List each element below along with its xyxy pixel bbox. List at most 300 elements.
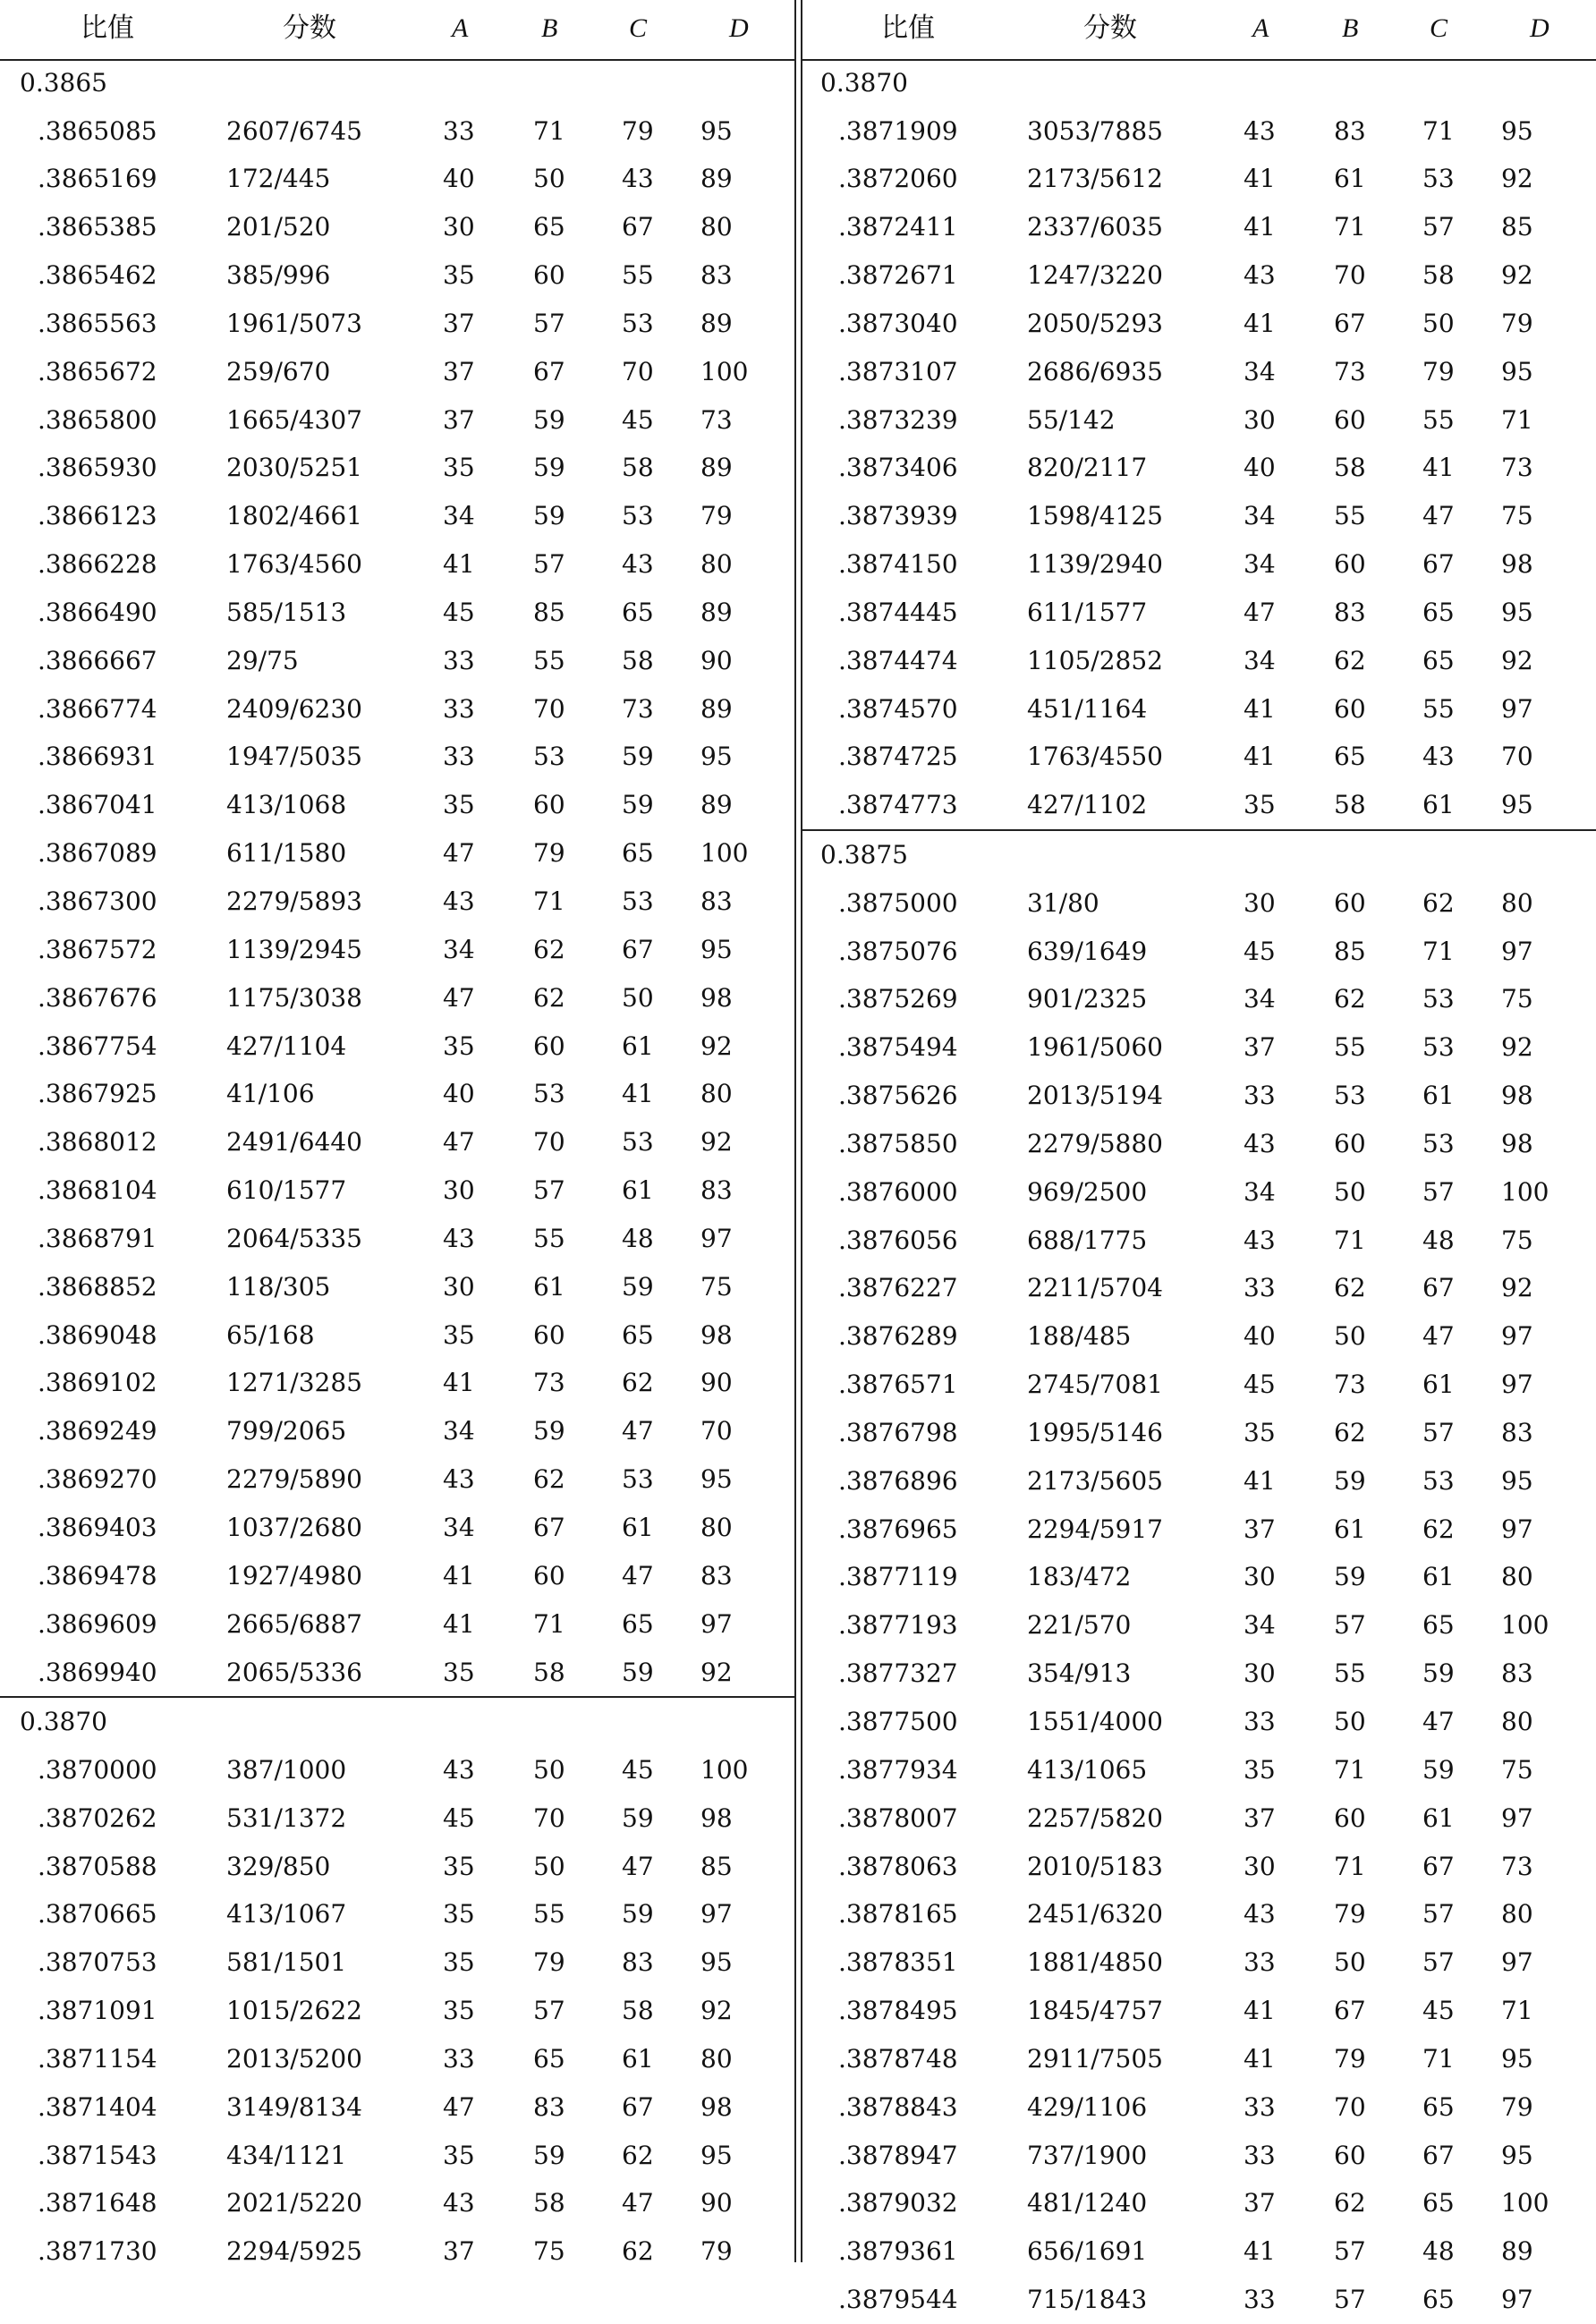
d-cell: 97 xyxy=(1501,2285,1533,2315)
a-cell: 40 xyxy=(443,164,475,194)
fraction-cell: 1995/5146 xyxy=(1027,1417,1163,1447)
table-row xyxy=(0,251,795,300)
a-cell: 43 xyxy=(1244,260,1276,291)
a-cell: 33 xyxy=(1244,1273,1276,1303)
c-cell: 41 xyxy=(1422,453,1455,483)
b-cell: 79 xyxy=(1334,2043,1366,2074)
a-cell: 33 xyxy=(1244,1947,1276,1978)
table-row xyxy=(801,637,1596,685)
b-cell: 60 xyxy=(1334,1802,1366,1833)
c-cell: 67 xyxy=(622,934,654,964)
table-section xyxy=(801,59,1596,829)
table-row xyxy=(0,589,795,637)
fraction-cell: 413/1065 xyxy=(1027,1754,1148,1785)
b-cell: 55 xyxy=(533,645,565,675)
table-row xyxy=(0,1843,795,1891)
b-cell: 61 xyxy=(533,1271,565,1302)
fraction-cell: 2451/6320 xyxy=(1027,1899,1163,1930)
ratio-cell: .3865800 xyxy=(38,404,157,435)
fraction-cell: 2211/5704 xyxy=(1027,1273,1163,1303)
fraction-cell: 1763/4550 xyxy=(1027,742,1163,772)
fraction-cell: 434/1121 xyxy=(226,2140,347,2170)
c-cell: 55 xyxy=(622,260,654,291)
c-cell: 59 xyxy=(622,1657,654,1687)
a-cell: 47 xyxy=(443,1127,475,1158)
a-cell: 35 xyxy=(443,453,475,483)
d-cell: 73 xyxy=(1501,453,1533,483)
c-cell: 41 xyxy=(622,1079,654,1109)
a-cell: 35 xyxy=(443,1899,475,1930)
c-cell: 65 xyxy=(622,597,654,627)
d-cell: 73 xyxy=(700,404,733,435)
table-row xyxy=(801,685,1596,734)
d-cell: 89 xyxy=(700,308,733,338)
section-label-row xyxy=(801,831,1596,879)
ratio-cell: .3869478 xyxy=(38,1560,157,1590)
a-cell: 41 xyxy=(1244,212,1276,242)
fraction-cell: 1139/2945 xyxy=(226,934,362,964)
c-cell: 65 xyxy=(622,838,654,869)
ratio-cell: .3868791 xyxy=(38,1223,157,1253)
d-cell: 75 xyxy=(1501,1225,1533,1255)
fraction-cell: 385/996 xyxy=(226,260,331,291)
b-cell: 59 xyxy=(1334,1465,1366,1496)
b-cell: 58 xyxy=(533,1657,565,1687)
ratio-cell: .3865672 xyxy=(38,356,157,386)
d-cell: 80 xyxy=(1501,1707,1533,1736)
a-cell: 35 xyxy=(443,1947,475,1978)
d-cell: 89 xyxy=(700,693,733,724)
table-row xyxy=(0,203,795,251)
b-cell: 57 xyxy=(1334,2236,1366,2267)
b-cell: 61 xyxy=(1334,1514,1366,1544)
b-cell: 59 xyxy=(533,501,565,531)
d-cell: 73 xyxy=(1501,1851,1533,1881)
c-cell: 61 xyxy=(622,2043,654,2074)
a-cell: 40 xyxy=(1244,1321,1276,1352)
fraction-cell: 481/1240 xyxy=(1027,2188,1148,2218)
c-cell: 70 xyxy=(622,356,654,386)
b-cell: 65 xyxy=(533,2043,565,2074)
c-cell: 53 xyxy=(622,501,654,531)
c-cell: 58 xyxy=(622,453,654,483)
b-cell: 57 xyxy=(533,549,565,580)
header-fraction: 分数 xyxy=(1083,13,1137,44)
d-cell: 100 xyxy=(700,356,749,386)
ratio-cell: .3877193 xyxy=(838,1610,958,1641)
table-row xyxy=(801,2083,1596,2132)
d-cell: 97 xyxy=(1501,693,1533,724)
d-cell: 83 xyxy=(700,260,733,291)
fraction-cell: 1037/2680 xyxy=(226,1512,362,1542)
ratio-cell: .3875626 xyxy=(838,1081,958,1111)
table-row xyxy=(801,1650,1596,1698)
fraction-cell: 29/75 xyxy=(226,645,299,675)
ratio-cell: .3867754 xyxy=(38,1031,157,1061)
b-cell: 67 xyxy=(1334,308,1366,338)
b-cell: 73 xyxy=(533,1368,565,1398)
table-row xyxy=(801,444,1596,492)
fraction-cell: 2050/5293 xyxy=(1027,308,1163,338)
b-cell: 53 xyxy=(1334,1081,1366,1111)
c-cell: 59 xyxy=(622,1802,654,1833)
c-cell: 73 xyxy=(622,693,654,724)
fraction-cell: 1139/2940 xyxy=(1027,549,1163,580)
c-cell: 53 xyxy=(622,1464,654,1495)
d-cell: 97 xyxy=(1501,1514,1533,1544)
fraction-cell: 55/142 xyxy=(1027,404,1116,435)
d-cell: 98 xyxy=(1501,549,1533,580)
c-cell: 71 xyxy=(1422,2043,1455,2074)
b-cell: 58 xyxy=(1334,790,1366,820)
ratio-cell: .3879544 xyxy=(838,2285,958,2315)
ratio-cell: .3878007 xyxy=(838,1802,958,1833)
fraction-cell: 2013/5194 xyxy=(1027,1081,1163,1111)
b-cell: 70 xyxy=(533,693,565,724)
b-cell: 50 xyxy=(533,1754,565,1785)
c-cell: 65 xyxy=(1422,1610,1455,1641)
d-cell: 79 xyxy=(1501,308,1533,338)
table-row xyxy=(801,2227,1596,2276)
table-row xyxy=(801,203,1596,251)
b-cell: 62 xyxy=(533,1464,565,1495)
fraction-cell: 2279/5890 xyxy=(226,1464,362,1495)
table-row xyxy=(0,2083,795,2132)
table-row xyxy=(801,1072,1596,1120)
table-row xyxy=(0,637,795,685)
c-cell: 47 xyxy=(1422,501,1455,531)
a-cell: 43 xyxy=(443,1754,475,1785)
table-row xyxy=(801,1938,1596,1987)
a-cell: 47 xyxy=(443,982,475,1013)
d-cell: 97 xyxy=(700,1899,733,1930)
c-cell: 67 xyxy=(1422,1273,1455,1303)
b-cell: 59 xyxy=(533,1416,565,1446)
c-cell: 58 xyxy=(622,1996,654,2026)
ratio-cell: .3875076 xyxy=(838,936,958,966)
b-cell: 62 xyxy=(1334,645,1366,675)
d-cell: 92 xyxy=(1501,164,1533,194)
a-cell: 43 xyxy=(1244,1225,1276,1255)
c-cell: 47 xyxy=(622,1416,654,1446)
c-cell: 62 xyxy=(622,2236,654,2267)
table-row xyxy=(801,251,1596,300)
table-row xyxy=(801,1890,1596,1938)
d-cell: 95 xyxy=(1501,1465,1533,1496)
table-section xyxy=(0,59,795,1696)
d-cell: 97 xyxy=(1501,1802,1533,1833)
c-cell: 61 xyxy=(1422,790,1455,820)
a-cell: 41 xyxy=(443,1608,475,1639)
fraction-cell: 969/2500 xyxy=(1027,1176,1148,1207)
fraction-cell: 611/1577 xyxy=(1027,597,1148,627)
table-row xyxy=(0,1890,795,1938)
a-cell: 34 xyxy=(443,1512,475,1542)
header-ratio: 比值 xyxy=(881,13,935,44)
d-cell: 95 xyxy=(1501,356,1533,386)
fraction-cell: 427/1104 xyxy=(226,1031,347,1061)
fraction-cell: 65/168 xyxy=(226,1319,315,1350)
header-fraction: 分数 xyxy=(283,13,336,44)
a-cell: 41 xyxy=(1244,308,1276,338)
a-cell: 34 xyxy=(1244,645,1276,675)
a-cell: 41 xyxy=(1244,2236,1276,2267)
table-row xyxy=(801,928,1596,976)
b-cell: 60 xyxy=(533,1560,565,1590)
c-cell: 59 xyxy=(622,1271,654,1302)
b-cell: 50 xyxy=(533,1851,565,1881)
fraction-cell: 172/445 xyxy=(226,164,331,194)
fraction-cell: 531/1372 xyxy=(226,1802,347,1833)
table-row xyxy=(0,492,795,540)
d-cell: 70 xyxy=(700,1416,733,1446)
ratio-cell: .3867676 xyxy=(38,982,157,1013)
ratio-cell: .3869403 xyxy=(38,1512,157,1542)
c-cell: 67 xyxy=(622,2091,654,2122)
c-cell: 53 xyxy=(1422,1465,1455,1496)
table-row xyxy=(0,107,795,156)
ratio-cell: .3869102 xyxy=(38,1368,157,1398)
b-cell: 55 xyxy=(1334,1032,1366,1063)
ratio-cell: .3877934 xyxy=(838,1754,958,1785)
table-row xyxy=(801,2179,1596,2227)
c-cell: 43 xyxy=(622,549,654,580)
b-cell: 60 xyxy=(533,790,565,820)
fraction-cell: 201/520 xyxy=(226,212,331,242)
a-cell: 33 xyxy=(443,2043,475,2074)
table-row xyxy=(801,1168,1596,1217)
c-cell: 67 xyxy=(1422,2140,1455,2170)
table-row xyxy=(0,733,795,781)
table-row xyxy=(0,781,795,829)
b-cell: 83 xyxy=(1334,597,1366,627)
ratio-cell: .3874150 xyxy=(838,549,958,580)
fraction-cell: 2173/5605 xyxy=(1027,1465,1163,1496)
c-cell: 61 xyxy=(622,1031,654,1061)
b-cell: 71 xyxy=(533,886,565,916)
d-cell: 85 xyxy=(1501,212,1533,242)
b-cell: 83 xyxy=(533,2091,565,2122)
fraction-cell: 2279/5880 xyxy=(1027,1128,1163,1158)
c-cell: 57 xyxy=(1422,212,1455,242)
ratio-cell: .3878165 xyxy=(838,1899,958,1930)
table-row xyxy=(801,1987,1596,2035)
fraction-cell: 354/913 xyxy=(1027,1658,1132,1689)
ratio-cell: .3874570 xyxy=(838,693,958,724)
fraction-cell: 188/485 xyxy=(1027,1321,1132,1352)
d-cell: 83 xyxy=(1501,1658,1533,1689)
table-row xyxy=(0,1938,795,1987)
a-cell: 30 xyxy=(1244,1658,1276,1689)
a-cell: 41 xyxy=(1244,164,1276,194)
d-cell: 80 xyxy=(700,549,733,580)
fraction-cell: 1271/3285 xyxy=(226,1368,362,1398)
table-row xyxy=(801,1746,1596,1794)
d-cell: 100 xyxy=(1501,2188,1549,2218)
c-cell: 61 xyxy=(1422,1370,1455,1400)
table-row xyxy=(0,829,795,878)
c-cell: 62 xyxy=(622,2140,654,2170)
d-cell: 92 xyxy=(1501,1273,1533,1303)
d-cell: 98 xyxy=(1501,1128,1533,1158)
c-cell: 53 xyxy=(1422,1032,1455,1063)
ratio-cell: .3879361 xyxy=(838,2236,958,2267)
d-cell: 95 xyxy=(700,2140,733,2170)
b-cell: 79 xyxy=(533,838,565,869)
c-cell: 61 xyxy=(622,1175,654,1206)
d-cell: 97 xyxy=(1501,1947,1533,1978)
b-cell: 71 xyxy=(1334,1851,1366,1881)
a-cell: 37 xyxy=(443,308,475,338)
b-cell: 50 xyxy=(1334,1176,1366,1207)
column-divider xyxy=(794,0,796,2262)
ratio-cell: .3865385 xyxy=(38,212,157,242)
d-cell: 100 xyxy=(1501,1176,1549,1207)
table-row xyxy=(801,1553,1596,1601)
c-cell: 48 xyxy=(622,1223,654,1253)
b-cell: 67 xyxy=(533,1512,565,1542)
header-ratio: 比值 xyxy=(81,13,134,44)
ratio-cell: .3869048 xyxy=(38,1319,157,1350)
a-cell: 43 xyxy=(443,2188,475,2218)
d-cell: 92 xyxy=(1501,260,1533,291)
fraction-cell: 2257/5820 xyxy=(1027,1802,1163,1833)
b-cell: 62 xyxy=(533,934,565,964)
d-cell: 71 xyxy=(1501,404,1533,435)
c-cell: 59 xyxy=(622,790,654,820)
b-cell: 73 xyxy=(1334,356,1366,386)
table-row xyxy=(801,348,1596,396)
d-cell: 85 xyxy=(700,1851,733,1881)
right-panel xyxy=(801,0,1596,2315)
ratio-cell: .3871730 xyxy=(38,2236,157,2267)
d-cell: 98 xyxy=(700,982,733,1013)
a-cell: 37 xyxy=(1244,2188,1276,2218)
ratio-cell: .3876000 xyxy=(838,1176,958,1207)
d-cell: 95 xyxy=(700,1947,733,1978)
ratio-cell: .3865169 xyxy=(38,164,157,194)
b-cell: 57 xyxy=(533,1175,565,1206)
table-row xyxy=(801,1217,1596,1265)
fraction-cell: 1947/5035 xyxy=(226,742,362,772)
fraction-cell: 1105/2852 xyxy=(1027,645,1163,675)
fraction-cell: 41/106 xyxy=(226,1079,315,1109)
a-cell: 43 xyxy=(1244,1128,1276,1158)
d-cell: 80 xyxy=(1501,887,1533,918)
c-cell: 59 xyxy=(1422,1658,1455,1689)
b-cell: 65 xyxy=(1334,742,1366,772)
ratio-cell: .3873040 xyxy=(838,308,958,338)
d-cell: 98 xyxy=(700,1319,733,1350)
table-row xyxy=(801,1120,1596,1168)
ratio-cell: .3878063 xyxy=(838,1851,958,1881)
c-cell: 65 xyxy=(622,1319,654,1350)
c-cell: 53 xyxy=(1422,164,1455,194)
a-cell: 47 xyxy=(443,838,475,869)
d-cell: 79 xyxy=(1501,2091,1533,2122)
fraction-cell: 585/1513 xyxy=(226,597,347,627)
a-cell: 33 xyxy=(443,115,475,146)
fraction-cell: 2294/5917 xyxy=(1027,1514,1163,1544)
d-cell: 80 xyxy=(700,212,733,242)
header-row xyxy=(801,0,1596,61)
table-row xyxy=(0,974,795,1022)
c-cell: 71 xyxy=(1422,936,1455,966)
fraction-cell: 2173/5612 xyxy=(1027,164,1163,194)
a-cell: 33 xyxy=(443,645,475,675)
c-cell: 65 xyxy=(1422,645,1455,675)
a-cell: 37 xyxy=(1244,1032,1276,1063)
ratio-cell: .3865085 xyxy=(38,115,157,146)
fraction-cell: 2294/5925 xyxy=(226,2236,362,2267)
fraction-cell: 820/2117 xyxy=(1027,453,1148,483)
ratio-cell: .3866774 xyxy=(38,693,157,724)
table-section xyxy=(801,829,1596,2324)
ratio-cell: .3878843 xyxy=(838,2091,958,2122)
ratio-cell: .3866490 xyxy=(38,597,157,627)
header-d: D xyxy=(1530,13,1549,43)
fraction-cell: 639/1649 xyxy=(1027,936,1148,966)
b-cell: 60 xyxy=(1334,2140,1366,2170)
a-cell: 33 xyxy=(443,742,475,772)
ratio-cell: .3866228 xyxy=(38,549,157,580)
d-cell: 95 xyxy=(700,742,733,772)
c-cell: 53 xyxy=(1422,984,1455,1014)
header-c: C xyxy=(1430,13,1448,43)
ratio-cell: .3873406 xyxy=(838,453,958,483)
table-row xyxy=(801,300,1596,348)
b-cell: 62 xyxy=(533,982,565,1013)
table-row xyxy=(0,878,795,926)
ratio-cell: .3874773 xyxy=(838,790,958,820)
fraction-cell: 2279/5893 xyxy=(226,886,362,916)
a-cell: 33 xyxy=(1244,2285,1276,2315)
d-cell: 97 xyxy=(700,1608,733,1639)
ratio-cell: .3867572 xyxy=(38,934,157,964)
c-cell: 47 xyxy=(1422,1707,1455,1736)
d-cell: 100 xyxy=(1501,1610,1549,1641)
ratio-cell: .3870665 xyxy=(38,1899,157,1930)
b-cell: 53 xyxy=(533,742,565,772)
c-cell: 67 xyxy=(1422,549,1455,580)
b-cell: 85 xyxy=(1334,936,1366,966)
table-row xyxy=(801,879,1596,928)
table-row xyxy=(0,685,795,734)
fraction-cell: 3053/7885 xyxy=(1027,115,1163,146)
ratio-cell: .3869249 xyxy=(38,1416,157,1446)
b-cell: 60 xyxy=(533,260,565,291)
a-cell: 35 xyxy=(443,1851,475,1881)
b-cell: 67 xyxy=(533,356,565,386)
a-cell: 41 xyxy=(443,1368,475,1398)
table-row xyxy=(0,1311,795,1360)
header-c: C xyxy=(629,13,648,43)
table-row xyxy=(0,1215,795,1263)
fraction-cell: 611/1580 xyxy=(226,838,347,869)
c-cell: 71 xyxy=(1422,115,1455,146)
a-cell: 33 xyxy=(443,693,475,724)
ratio-cell: .3874445 xyxy=(838,597,958,627)
ratio-cell: .3872411 xyxy=(838,212,958,242)
fraction-cell: 1845/4757 xyxy=(1027,1996,1163,2026)
b-cell: 60 xyxy=(533,1319,565,1350)
b-cell: 70 xyxy=(1334,260,1366,291)
d-cell: 97 xyxy=(700,1223,733,1253)
table-row xyxy=(801,1601,1596,1650)
fraction-cell: 1598/4125 xyxy=(1027,501,1163,531)
fraction-cell: 2911/7505 xyxy=(1027,2043,1163,2074)
c-cell: 48 xyxy=(1422,1225,1455,1255)
